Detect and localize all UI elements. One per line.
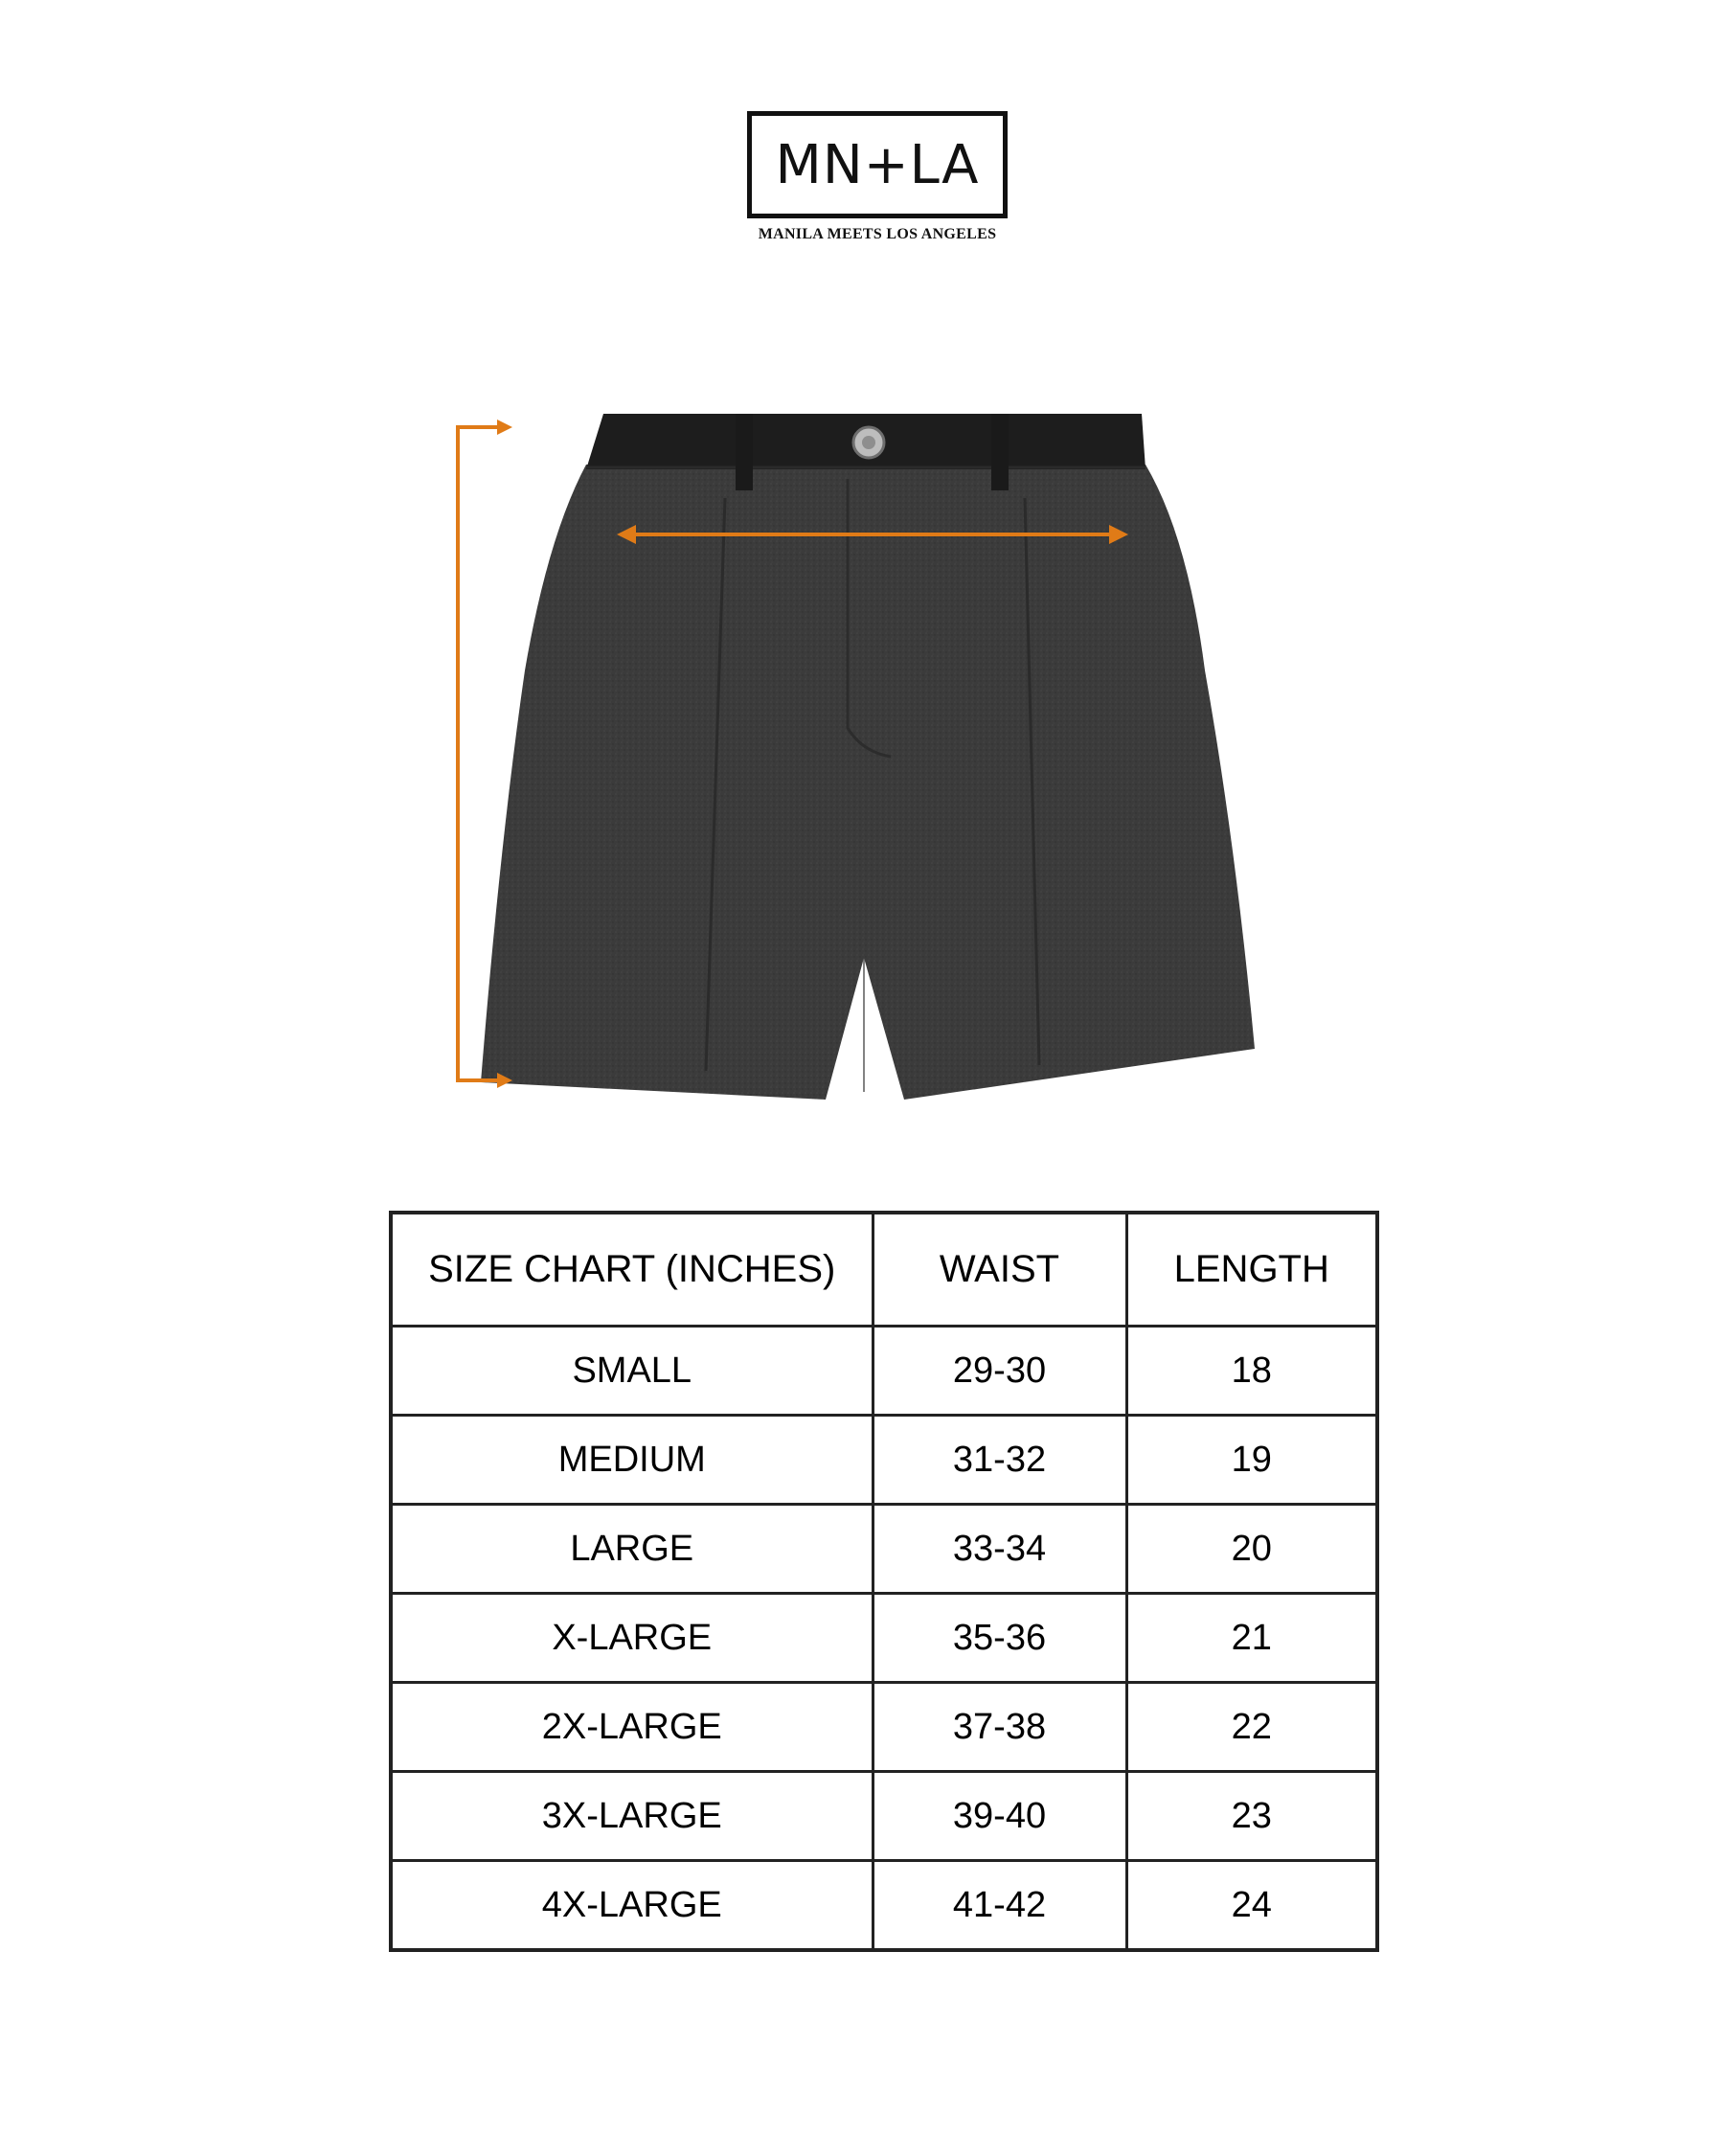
- length-cell: 19: [1126, 1416, 1377, 1505]
- header-size-chart: SIZE CHART (INCHES): [391, 1213, 873, 1327]
- waist-cell: 37-38: [873, 1683, 1126, 1772]
- table-row: [391, 1861, 1377, 1951]
- length-cell: 21: [1126, 1594, 1377, 1683]
- logo-text: MN+LA: [775, 133, 980, 196]
- waist-cell: 29-30: [873, 1327, 1126, 1416]
- table-row: [391, 1327, 1377, 1416]
- size-cell: 4X-LARGE: [391, 1861, 873, 1951]
- brand-tagline: MANILA MEETS LOS ANGELES: [758, 226, 997, 242]
- waist-cell: 35-36: [873, 1594, 1126, 1683]
- table-row: [391, 1416, 1377, 1505]
- length-cell: 18: [1126, 1327, 1377, 1416]
- belt-loop-left: [736, 414, 753, 490]
- waist-cell: 33-34: [873, 1505, 1126, 1594]
- shorts-body: [481, 465, 1255, 1100]
- table-row: [391, 1505, 1377, 1594]
- belt-loop-right: [991, 414, 1009, 490]
- table-row: [391, 1683, 1377, 1772]
- length-cell: 20: [1126, 1505, 1377, 1594]
- size-cell: 2X-LARGE: [391, 1683, 873, 1772]
- header-waist: WAIST: [873, 1213, 1126, 1327]
- table-header-row: [391, 1213, 1377, 1327]
- header-length: LENGTH: [1126, 1213, 1377, 1327]
- length-cell: 23: [1126, 1772, 1377, 1861]
- size-cell: SMALL: [391, 1327, 873, 1416]
- table-row: [391, 1594, 1377, 1683]
- size-cell: LARGE: [391, 1505, 873, 1594]
- waist-cell: 39-40: [873, 1772, 1126, 1861]
- waist-cell: 41-42: [873, 1861, 1126, 1951]
- size-cell: MEDIUM: [391, 1416, 873, 1505]
- table-row: [391, 1772, 1377, 1861]
- length-cell: 24: [1126, 1861, 1377, 1951]
- waist-cell: 31-32: [873, 1416, 1126, 1505]
- size-cell: X-LARGE: [391, 1594, 873, 1683]
- size-chart-table: [389, 1211, 1379, 1952]
- size-cell: 3X-LARGE: [391, 1772, 873, 1861]
- length-cell: 22: [1126, 1683, 1377, 1772]
